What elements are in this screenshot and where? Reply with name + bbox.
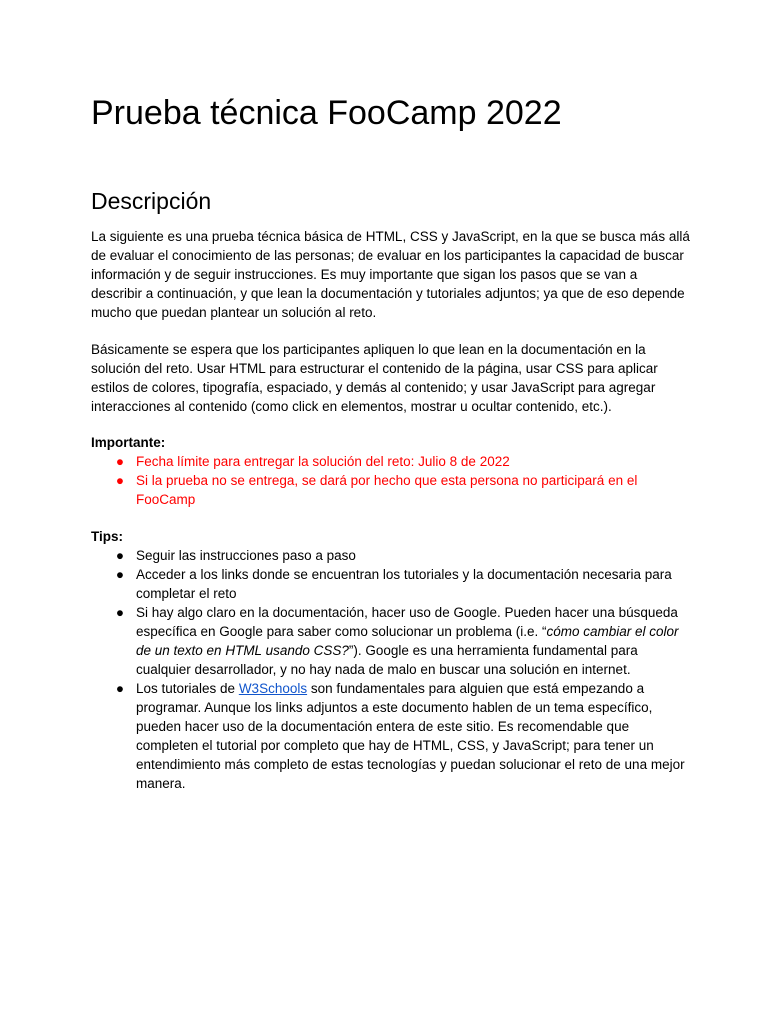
list-item-text-end: ”). Google es una herramienta fundamental para cualquier desarrollador, y no hay nada de malo en buscar una solución en internet.: [136, 643, 638, 677]
list-item: [91, 603, 691, 679]
list-item: [91, 546, 691, 565]
section-heading-descripcion: Descripción: [91, 188, 212, 214]
importante-list: [91, 452, 691, 509]
list-item-text-start: Los tutoriales de: [136, 681, 239, 696]
tips-list: [91, 546, 691, 793]
importante-label: Importante:: [91, 435, 166, 450]
description-paragraph-1: La siguiente es una prueba técnica básica de HTML, CSS y JavaScript, en la que se busca más allá de evaluar el conocimiento de las personas; de evaluar en los participantes la capacidad de buscar información y de seguir instrucciones. Es muy importante que sigan los pasos que se van a describir a continuación, y que lean la documentación y tutoriales adjuntos; ya que de eso depende mucho que puedan plantear un solución al reto.: [91, 229, 690, 320]
list-item: [91, 452, 691, 471]
document-title: Prueba técnica FooCamp 2022: [91, 94, 562, 132]
tips-label: Tips:: [91, 529, 124, 544]
bullet-icon: ●: [115, 681, 125, 696]
list-item: [91, 679, 691, 793]
list-item-text: Seguir las instrucciones paso a paso: [136, 548, 356, 563]
w3schools-link[interactable]: W3Schools: [238, 681, 308, 696]
list-item-text: Acceder a los links donde se encuentran los tutoriales y la documentación necesaria para completar el reto: [136, 567, 672, 601]
italic-example-query: cómo cambiar el color de un texto en HTML usando CSS?: [136, 624, 679, 658]
bullet-icon: ●: [115, 548, 125, 563]
list-item: [91, 471, 691, 509]
list-item-text-start: Si hay algo claro en la documentación, hacer uso de Google. Pueden hacer una búsqueda específica en Google para saber como solucionar un problema (i.e. “: [136, 605, 678, 639]
list-item: [91, 565, 691, 603]
bullet-icon: ●: [115, 605, 125, 620]
bullet-icon: ●: [115, 454, 125, 469]
description-paragraph-2: Básicamente se espera que los participantes apliquen lo que lean en la documentación en la solución del reto. Usar HTML para estructurar el contenido de la página, usar CSS para aplicar estilos de colores, tipografía, espaciado, y demás al contenido; y usar JavaScript para agregar interacciones al contenido (como click en elementos, mostrar u ocultar contenido, etc.).: [91, 342, 658, 414]
list-item-text-end: son fundamentales para alguien que está empezando a programar. Aunque los links adjuntos a este documento hablen de un tema específico, pueden hacer uso de la documentación entera de este sitio. Es recomendable que completen el tutorial por completo que hay de HTML, CSS, y JavaScript; para tener un entendimiento más completo de estas tecnologías y puedan solucionar el reto de una mejor manera.: [136, 681, 685, 791]
list-item-text: Si la prueba no se entrega, se dará por hecho que esta persona no participará en el FooCamp: [136, 473, 638, 507]
bullet-icon: ●: [115, 473, 125, 488]
bullet-icon: ●: [115, 567, 125, 582]
list-item-text: Fecha límite para entregar la solución del reto: Julio 8 de 2022: [136, 454, 510, 469]
